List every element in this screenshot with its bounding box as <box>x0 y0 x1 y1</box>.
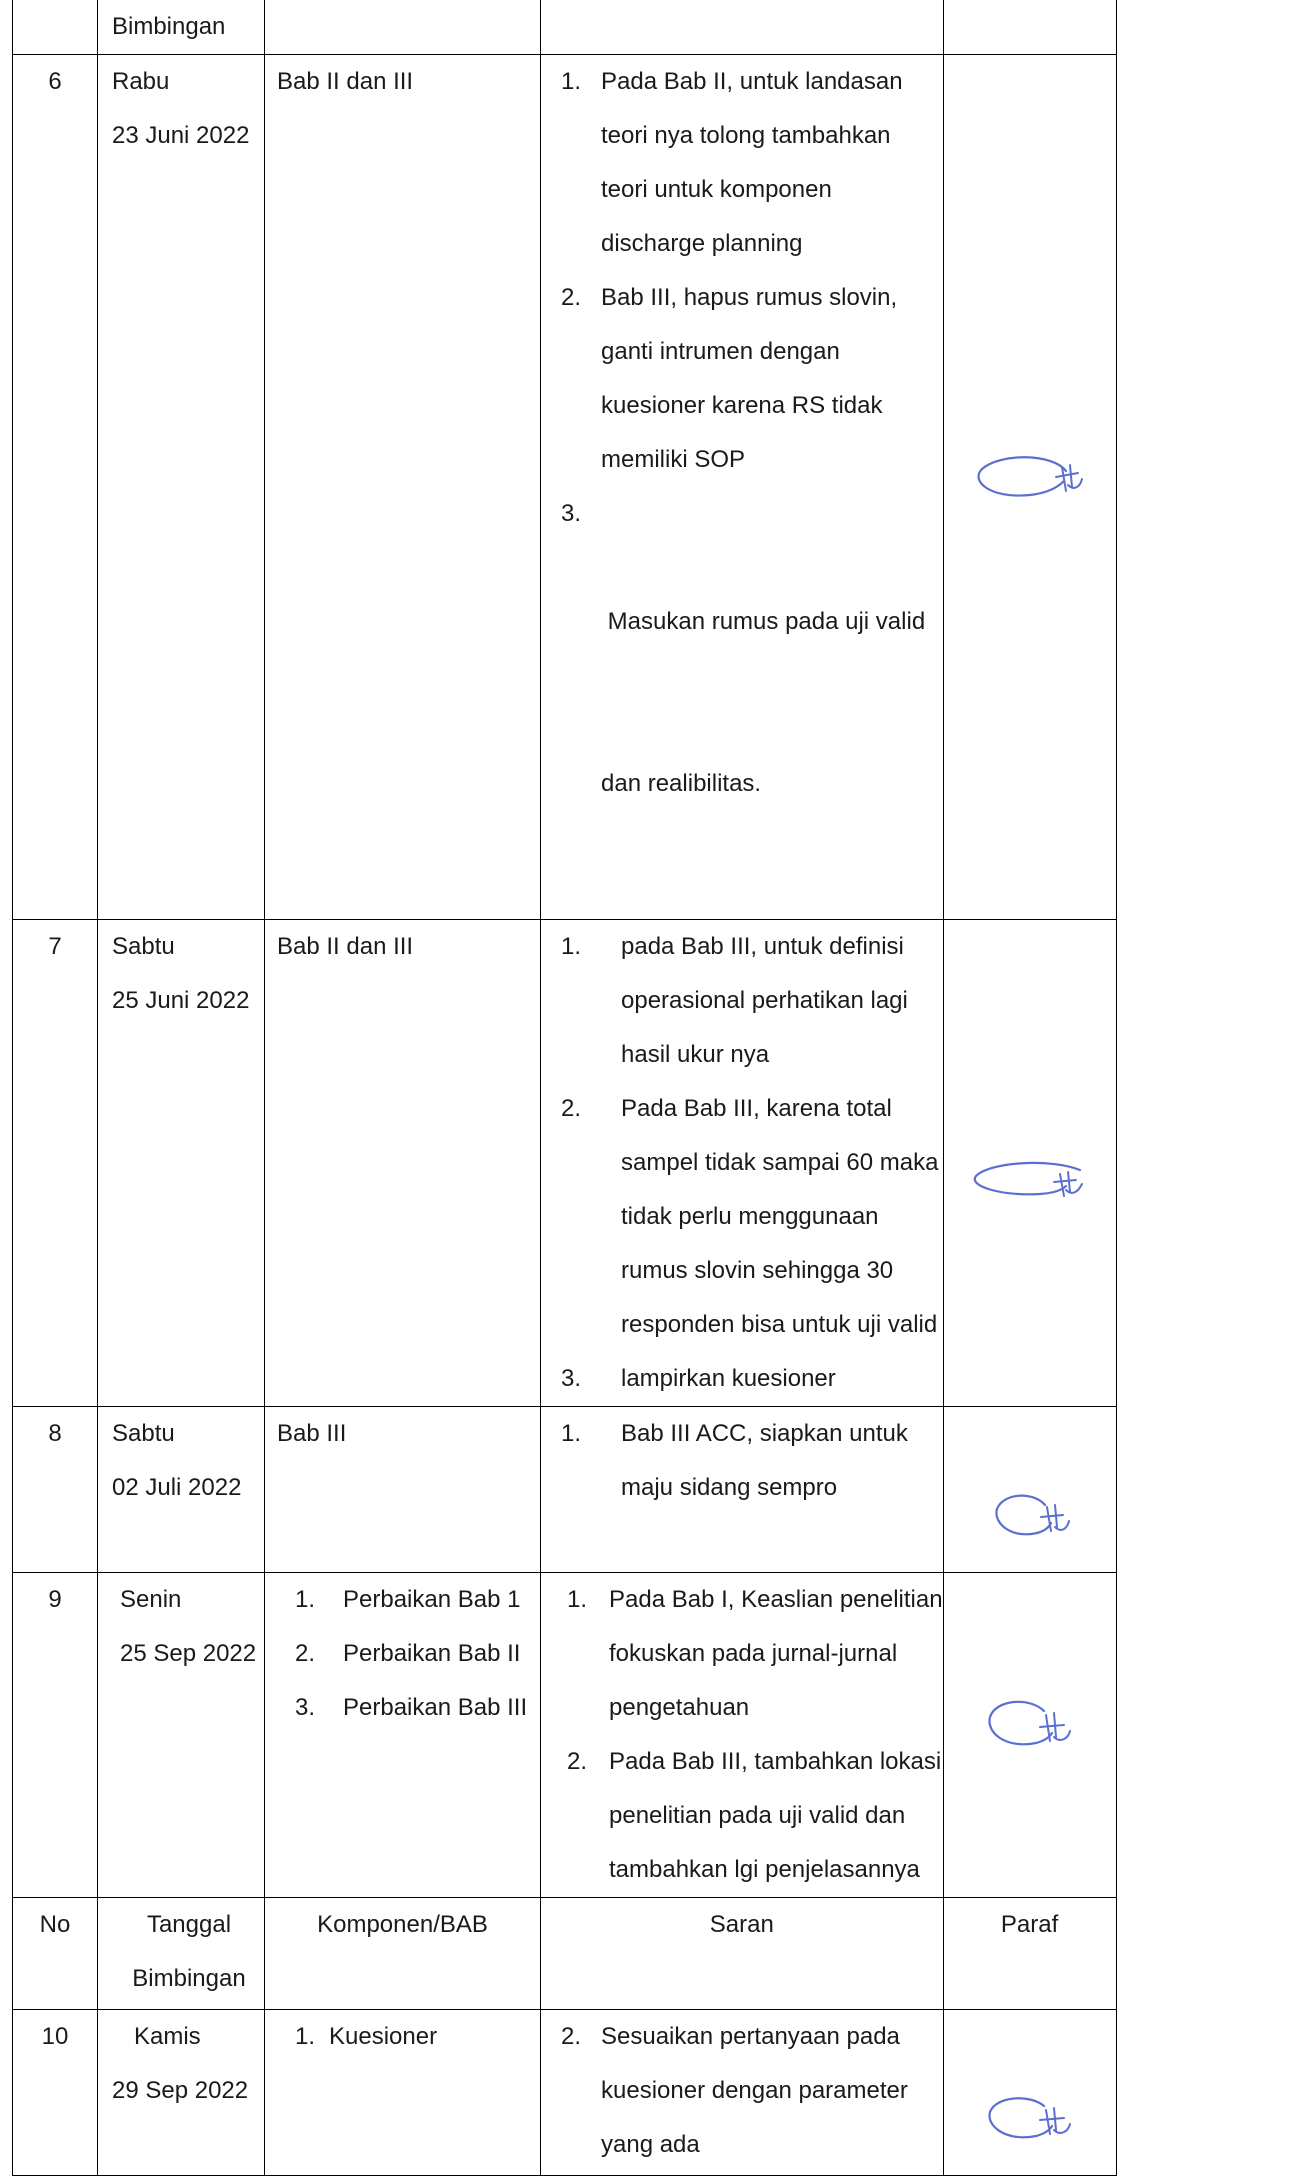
cell-tanggal <box>98 0 265 55</box>
table-row <box>13 2010 1117 2176</box>
saran-item: 2. Sesuaikan pertanyaan pada kuesioner dengan parameter yang ada <box>561 2023 908 2158</box>
cell-paraf <box>943 2010 1116 2176</box>
date-text: 25 Sep 2022 <box>120 1640 257 1667</box>
cell-komponen <box>265 2010 541 2176</box>
signature-image <box>980 2092 1080 2148</box>
cell-no: 9 <box>13 1573 98 1898</box>
signature-image <box>970 1160 1090 1210</box>
komponen-item: 2. Perbaikan Bab II <box>295 1640 521 1667</box>
saran-item: 1. Bab III ACC, siapkan untuk maju sidang sempro <box>561 1420 908 1501</box>
saran-item: 3. lampirkan kuesioner <box>561 1365 836 1392</box>
date-text: 29 Sep 2022 <box>112 2077 249 2104</box>
signature-image <box>970 447 1090 507</box>
cell-komponen: Bab II dan III <box>265 920 541 1407</box>
cell-komponen <box>265 0 541 55</box>
komponen-item: 1. Perbaikan Bab 1 <box>295 1586 521 1613</box>
cell-no: 6 <box>13 55 98 920</box>
cell-paraf <box>943 1573 1116 1898</box>
cell-paraf <box>943 920 1116 1407</box>
cell-komponen <box>265 1573 541 1898</box>
saran-item: 1. pada Bab III, untuk definisi operasional perhatikan lagi hasil ukur nya <box>561 933 908 1068</box>
komponen-item: 1. Kuesioner <box>295 2023 438 2050</box>
komponen-item: 3. Perbaikan Bab III <box>295 1694 528 1721</box>
cell-komponen: Bab III <box>265 1407 541 1573</box>
saran-item: 2. Pada Bab III, tambahkan lokasi penelitian pada uji valid dan tambahkan lgi penjelasannya <box>567 1748 942 1883</box>
cell-paraf <box>943 0 1116 55</box>
saran-item: 3. Masukan rumus pada uji valid dan realibilitas. <box>561 500 926 797</box>
day-text: Sabtu <box>112 1420 175 1447</box>
signature-image <box>985 1489 1075 1545</box>
header-no: No <box>13 1898 98 2010</box>
cell-saran <box>541 2010 944 2176</box>
guidance-table <box>12 0 1117 2176</box>
cell-paraf <box>943 55 1116 920</box>
signature-image <box>980 1695 1080 1755</box>
header-komponen: Komponen/BAB <box>265 1898 541 2010</box>
table-row <box>13 55 1117 920</box>
saran-item: 1. Pada Bab II, untuk landasan teori nya tolong tambahkan teori untuk komponen discharge planning <box>561 68 903 257</box>
header-paraf: Paraf <box>943 1898 1116 2010</box>
cell-no: 10 <box>13 2010 98 2176</box>
cell-tanggal <box>98 2010 265 2176</box>
date-text: 25 Juni 2022 <box>112 987 250 1014</box>
cell-saran <box>541 1407 944 1573</box>
cell-paraf <box>943 1407 1116 1573</box>
saran-item: 2. Bab III, hapus rumus slovin, ganti intrumen dengan kuesioner karena RS tidak memiliki SOP <box>561 284 898 473</box>
cell-saran <box>541 1573 944 1898</box>
table-row <box>13 1407 1117 1573</box>
cell-tanggal <box>98 920 265 1407</box>
day-text: Senin <box>120 1586 182 1613</box>
date-text: 02 Juli 2022 <box>112 1474 242 1501</box>
day-text: Kamis <box>134 2023 201 2050</box>
table-row <box>13 1573 1117 1898</box>
saran-item: 2. Pada Bab III, karena total sampel tidak sampai 60 maka tidak perlu menggunaan rumus slovin sehingga 30 responden bisa untuk uji valid <box>561 1095 939 1338</box>
header-tanggal: Tanggal Bimbingan <box>98 1898 265 2010</box>
date-text: 23 Juni 2022 <box>112 122 250 149</box>
cell-saran <box>541 55 944 920</box>
tanggal-text: Bimbingan <box>112 13 226 40</box>
cell-no: 8 <box>13 1407 98 1573</box>
table-row <box>13 920 1117 1407</box>
header-saran: Saran <box>541 1898 944 2010</box>
cell-saran <box>541 920 944 1407</box>
table-row <box>13 0 1117 55</box>
day-text: Sabtu <box>112 933 175 960</box>
cell-tanggal <box>98 1407 265 1573</box>
cell-komponen: Bab II dan III <box>265 55 541 920</box>
saran-item: 1. Pada Bab I, Keaslian penelitian fokuskan pada jurnal-jurnal pengetahuan <box>567 1586 943 1721</box>
table-header-row <box>13 1898 1117 2010</box>
day-text: Rabu <box>112 68 170 95</box>
cell-tanggal <box>98 55 265 920</box>
cell-saran <box>541 0 944 55</box>
cell-no <box>13 0 98 55</box>
cell-tanggal <box>98 1573 265 1898</box>
cell-no: 7 <box>13 920 98 1407</box>
